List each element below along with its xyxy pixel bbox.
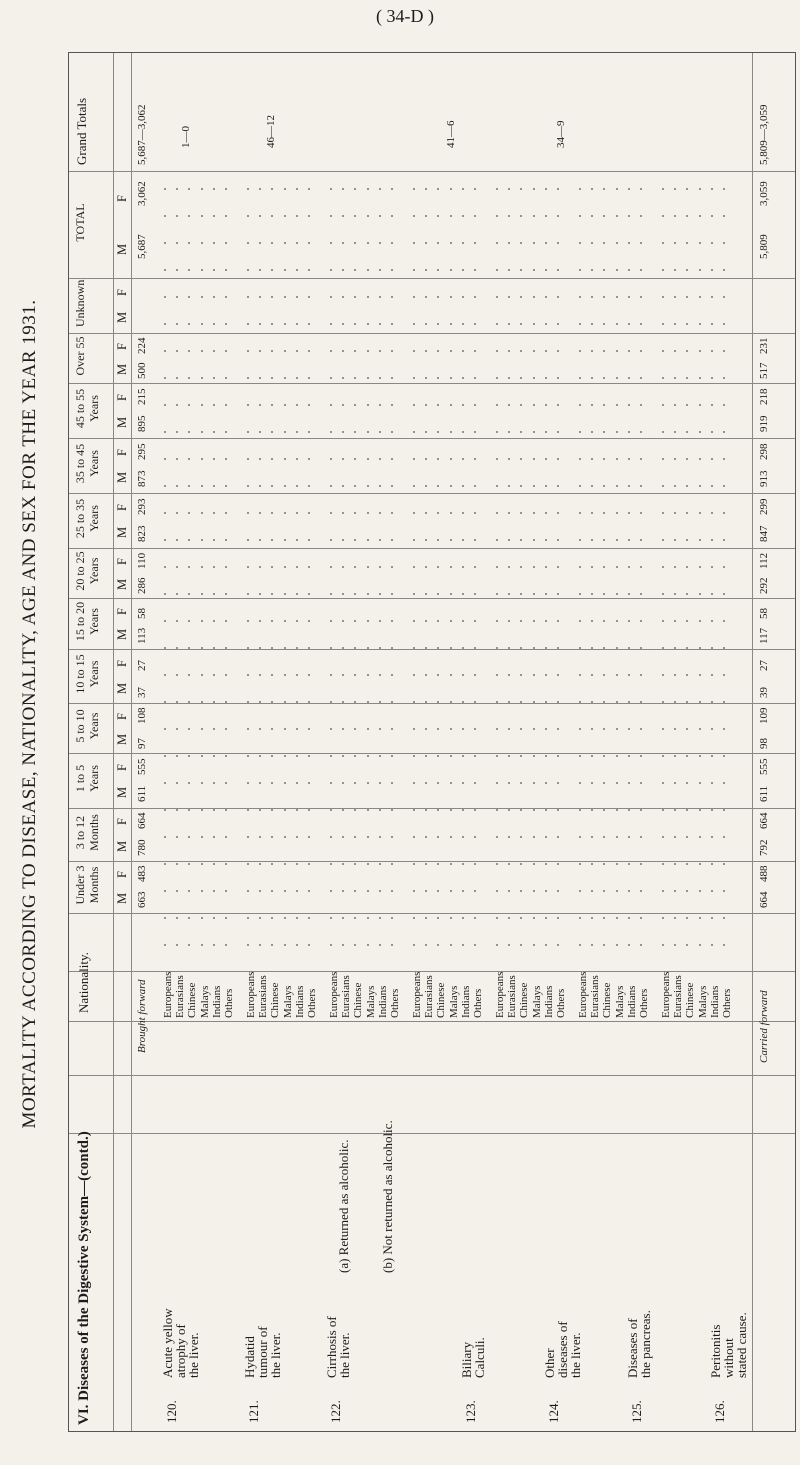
sex-label-f: F — [115, 818, 129, 826]
cf-grand-total: 5,809—3,059 — [758, 104, 770, 165]
empty-entry-dashes — [603, 177, 605, 967]
age-group-header: TOTAL — [73, 203, 87, 242]
empty-entry-dashes — [425, 177, 427, 967]
empty-entry-dashes — [354, 177, 356, 967]
empty-entry-dashes — [674, 177, 676, 967]
sex-label-m: M — [115, 472, 129, 484]
empty-entry-dashes — [247, 177, 249, 967]
nationality-label: Others — [389, 988, 401, 1018]
cf-value-f: 218 — [758, 388, 770, 405]
disease-name: Biliary Calculi. — [459, 1337, 487, 1378]
nationality-label: Europeans — [494, 971, 506, 1018]
nationality-label: Europeans — [245, 971, 257, 1018]
sex-label-m: M — [115, 312, 129, 324]
bf-value-f: 664 — [136, 812, 148, 830]
nationality-label: Others — [306, 988, 318, 1018]
bf-value-m: 611 — [136, 786, 148, 803]
empty-entry-dashes — [474, 177, 476, 967]
nationality-label: Indians — [210, 985, 223, 1018]
disease-name: Hydatid tumour of the liver. — [242, 1326, 283, 1378]
cf-value-f: 3,059 — [758, 181, 770, 206]
brought-forward-label: Brought forward — [136, 979, 148, 1053]
carried-forward-divider — [752, 53, 753, 1431]
sex-label-f: F — [115, 607, 129, 615]
age-group-header: Unknown — [73, 279, 87, 327]
empty-entry-dashes — [616, 177, 618, 967]
nationality-label: Malays — [530, 985, 543, 1018]
nationality-label: Europeans — [577, 971, 589, 1018]
nationality-label: Others — [721, 988, 733, 1018]
sex-label-m: M — [115, 840, 129, 852]
nationality-label: Eurasians — [589, 975, 602, 1018]
nationality-label: Chinese — [684, 982, 697, 1018]
disease-name: Peritonitis without stated cause. — [708, 1312, 749, 1378]
cf-value-m: 913 — [758, 470, 770, 488]
cf-value-m: 664 — [758, 891, 770, 908]
disease-number: 124. — [546, 1400, 561, 1423]
nationality-label: Eurasians — [423, 975, 436, 1018]
nationality-label: Eurasians — [174, 975, 187, 1018]
empty-entry-dashes — [508, 177, 510, 967]
nationality-label: Eurasians — [672, 975, 685, 1018]
cf-value-f: 299 — [758, 498, 770, 515]
bf-value-m: 113 — [136, 628, 148, 645]
nationality-label: Malays — [281, 985, 294, 1018]
nationality-label: Others — [555, 988, 567, 1018]
sex-label-m: M — [115, 527, 129, 539]
empty-entry-dashes — [164, 177, 166, 967]
disease-number: 123. — [463, 1400, 478, 1423]
sex-label-m: M — [115, 682, 129, 694]
sex-label-m: M — [115, 629, 129, 641]
band-divider-17 — [69, 1075, 795, 1076]
cf-value-f: 112 — [758, 552, 770, 569]
bf-value-m: 286 — [136, 577, 148, 594]
nationality-label: Malays — [447, 985, 460, 1018]
cf-value-m: 5,809 — [758, 234, 770, 260]
nationality-label: Malays — [696, 985, 709, 1018]
empty-entry-dashes — [520, 177, 522, 967]
bf-value-f: 3,062 — [136, 181, 148, 206]
nationality-label: Europeans — [660, 971, 672, 1018]
disease-number: 121. — [246, 1400, 261, 1423]
nationality-label: Chinese — [186, 982, 199, 1018]
nationality-label: Indians — [708, 985, 721, 1018]
band-divider-16 — [69, 1021, 795, 1022]
nationality-label: Eurasians — [257, 975, 270, 1018]
band-divider-18 — [69, 1133, 795, 1134]
cf-value-f: 664 — [758, 812, 770, 830]
bf-value-m: 780 — [136, 839, 148, 856]
nationality-label: Others — [472, 988, 484, 1018]
sex-label-f: F — [115, 871, 129, 878]
header-sex-divider — [113, 53, 114, 1431]
empty-entry-dashes — [379, 177, 381, 967]
sex-label-f: F — [115, 393, 129, 401]
brought-forward-divider — [131, 53, 132, 1431]
sex-label-f: F — [115, 503, 129, 511]
sex-label-m: M — [115, 578, 129, 590]
disease-number: 126. — [712, 1400, 727, 1423]
age-group-header: 3 to 12 Months — [73, 814, 101, 851]
grand-total-mid: 34—9 — [555, 120, 567, 148]
age-group-header: 15 to 20 Years — [73, 601, 101, 642]
disease-name: Acute yellow atrophy of the liver. — [160, 1308, 201, 1378]
age-group-header: Over 55 — [73, 336, 87, 376]
bf-value-m: 500 — [136, 362, 148, 379]
bf-value-f: 224 — [136, 337, 148, 354]
nationality-label: Chinese — [435, 982, 448, 1018]
empty-entry-dashes — [413, 177, 415, 967]
sex-label-f: F — [115, 659, 129, 667]
nationality-label: Malays — [364, 985, 377, 1018]
grand-total-mid: 46—12 — [265, 115, 277, 148]
nationality-label: Malays — [613, 985, 626, 1018]
sex-label-m: M — [115, 892, 129, 904]
cf-value-m: 847 — [758, 525, 770, 543]
sex-label-m: M — [115, 733, 129, 745]
bf-value-f: 27 — [136, 659, 148, 671]
empty-entry-dashes — [579, 177, 581, 967]
sex-label-f: F — [115, 712, 129, 720]
nationality-label: Chinese — [518, 982, 531, 1018]
sex-label-f: F — [115, 342, 129, 350]
empty-entry-dashes — [496, 177, 498, 967]
bf-value-m: 823 — [136, 525, 148, 543]
carried-forward-label: Carried forward — [758, 990, 770, 1063]
empty-entry-dashes — [686, 177, 688, 967]
empty-entry-dashes — [391, 177, 393, 967]
bf-value-f: 293 — [136, 498, 148, 515]
bf-value-m: 873 — [136, 470, 148, 488]
disease-name: Cirrhosis of the liver. — [324, 1316, 352, 1378]
cf-value-m: 919 — [758, 415, 770, 433]
cf-value-m: 117 — [758, 628, 770, 645]
sex-label-f: F — [115, 194, 129, 202]
age-group-header: 25 to 35 Years — [73, 498, 101, 539]
sex-label-m: M — [115, 417, 129, 429]
nationality-label: Others — [223, 988, 235, 1018]
empty-entry-dashes — [188, 177, 190, 967]
bf-value-f: 110 — [136, 552, 148, 569]
nationality-label: Malays — [198, 985, 211, 1018]
empty-entry-dashes — [225, 177, 227, 967]
empty-entry-dashes — [557, 177, 559, 967]
nationality-label: Europeans — [328, 971, 340, 1018]
sex-label-m: M — [115, 787, 129, 799]
nationality-label: Indians — [376, 985, 389, 1018]
disease-number: 120. — [164, 1400, 179, 1423]
empty-entry-dashes — [213, 177, 215, 967]
disease-name: Other diseases of the liver. — [542, 1321, 583, 1378]
nationality-label: Chinese — [269, 982, 282, 1018]
age-group-header: 45 to 55 Years — [73, 388, 101, 429]
empty-entry-dashes — [591, 177, 593, 967]
nationality-label: Indians — [459, 985, 472, 1018]
empty-entry-dashes — [284, 177, 286, 967]
bf-value-f: 483 — [136, 865, 148, 882]
nationality-label: Europeans — [411, 971, 423, 1018]
sex-label-f: F — [115, 288, 129, 296]
cf-value-f: 27 — [758, 659, 770, 671]
side-title: MORTALITY ACCORDING TO DISEASE, NATIONALITY, AGE AND SEX FOR THE YEAR 1931. — [19, 299, 40, 1129]
age-group-header: 35 to 45 Years — [73, 443, 101, 484]
disease-number: 125. — [629, 1400, 644, 1423]
grand-total-mid: 1—0 — [180, 126, 192, 148]
empty-entry-dashes — [711, 177, 713, 967]
sex-label-m: M — [115, 244, 129, 256]
cf-value-m: 39 — [758, 686, 770, 698]
empty-entry-dashes — [462, 177, 464, 967]
nationality-label: Others — [638, 988, 650, 1018]
age-group-header: 5 to 10 Years — [73, 709, 101, 743]
bf-value-m: 37 — [136, 686, 148, 698]
cf-value-m: 292 — [758, 577, 770, 594]
bf-value-f: 215 — [136, 388, 148, 405]
nationality-label: Indians — [293, 985, 306, 1018]
cf-value-f: 231 — [758, 337, 770, 354]
bf-value-m: 663 — [136, 891, 148, 908]
bf-value-f: 108 — [136, 707, 148, 724]
empty-entry-dashes — [330, 177, 332, 967]
disease-name: Diseases of the pancreas. — [625, 1310, 653, 1378]
bf-value-m: 895 — [136, 415, 148, 433]
sex-label-f: F — [115, 448, 129, 456]
empty-entry-dashes — [533, 177, 535, 967]
empty-entry-dashes — [545, 177, 547, 967]
nationality-label: Chinese — [601, 982, 614, 1018]
cf-value-f: 109 — [758, 707, 770, 724]
cf-value-f: 298 — [758, 443, 770, 460]
band-divider-1 — [69, 171, 795, 172]
cirrhosis-sub-b: (b) Not returned as alcoholic. — [380, 1120, 395, 1273]
age-group-header: 10 to 15 Years — [73, 654, 101, 694]
grand-totals-header: Grand Totals — [74, 97, 89, 165]
sex-label-f: F — [115, 763, 129, 771]
age-group-header: 1 to 5 Years — [73, 764, 101, 793]
grand-total-mid: 41—6 — [445, 120, 457, 148]
band-divider-15 — [69, 971, 795, 972]
age-group-header: 20 to 25 Years — [73, 551, 101, 591]
empty-entry-dashes — [296, 177, 298, 967]
cf-value-m: 98 — [758, 737, 770, 749]
empty-entry-dashes — [662, 177, 664, 967]
empty-entry-dashes — [628, 177, 630, 967]
bf-grand-total: 5,687—3,062 — [136, 104, 148, 165]
cf-value-f: 555 — [758, 758, 770, 775]
empty-entry-dashes — [640, 177, 642, 967]
cf-value-m: 517 — [758, 362, 770, 379]
empty-entry-dashes — [271, 177, 273, 967]
page-number: ( 34-D ) — [376, 6, 434, 26]
cf-value-f: 58 — [758, 607, 770, 619]
empty-entry-dashes — [201, 177, 203, 967]
nationality-label: Indians — [542, 985, 555, 1018]
empty-entry-dashes — [259, 177, 261, 967]
nationality-label: Eurasians — [340, 975, 353, 1018]
empty-entry-dashes — [308, 177, 310, 967]
cf-value-m: 792 — [758, 839, 770, 856]
mortality-table — [68, 52, 796, 1432]
empty-entry-dashes — [450, 177, 452, 967]
sex-label-m: M — [115, 363, 129, 375]
cf-value-f: 488 — [758, 865, 770, 882]
bf-value-f: 58 — [136, 607, 148, 619]
nationality-label: Eurasians — [506, 975, 519, 1018]
cirrhosis-sub-a: (a) Returned as alcoholic. — [336, 1139, 351, 1273]
bf-value-f: 555 — [136, 758, 148, 775]
age-group-header: Under 3 Months — [73, 865, 101, 905]
nationality-label: Chinese — [352, 982, 365, 1018]
empty-entry-dashes — [723, 177, 725, 967]
bf-value-f: 295 — [136, 443, 148, 460]
empty-entry-dashes — [342, 177, 344, 967]
nationality-label: Europeans — [162, 971, 174, 1018]
empty-entry-dashes — [699, 177, 701, 967]
disease-number: 122. — [328, 1400, 343, 1423]
cf-value-m: 611 — [758, 786, 770, 803]
empty-entry-dashes — [176, 177, 178, 967]
sex-label-f: F — [115, 557, 129, 565]
bf-value-m: 5,687 — [136, 234, 148, 260]
empty-entry-dashes — [367, 177, 369, 967]
bf-value-m: 97 — [136, 737, 148, 749]
nationality-header: Nationality. — [76, 952, 91, 1013]
section-header: VI. Diseases of the Digestive System—(contd.) — [76, 1131, 92, 1425]
nationality-label: Indians — [625, 985, 638, 1018]
empty-entry-dashes — [437, 177, 439, 967]
